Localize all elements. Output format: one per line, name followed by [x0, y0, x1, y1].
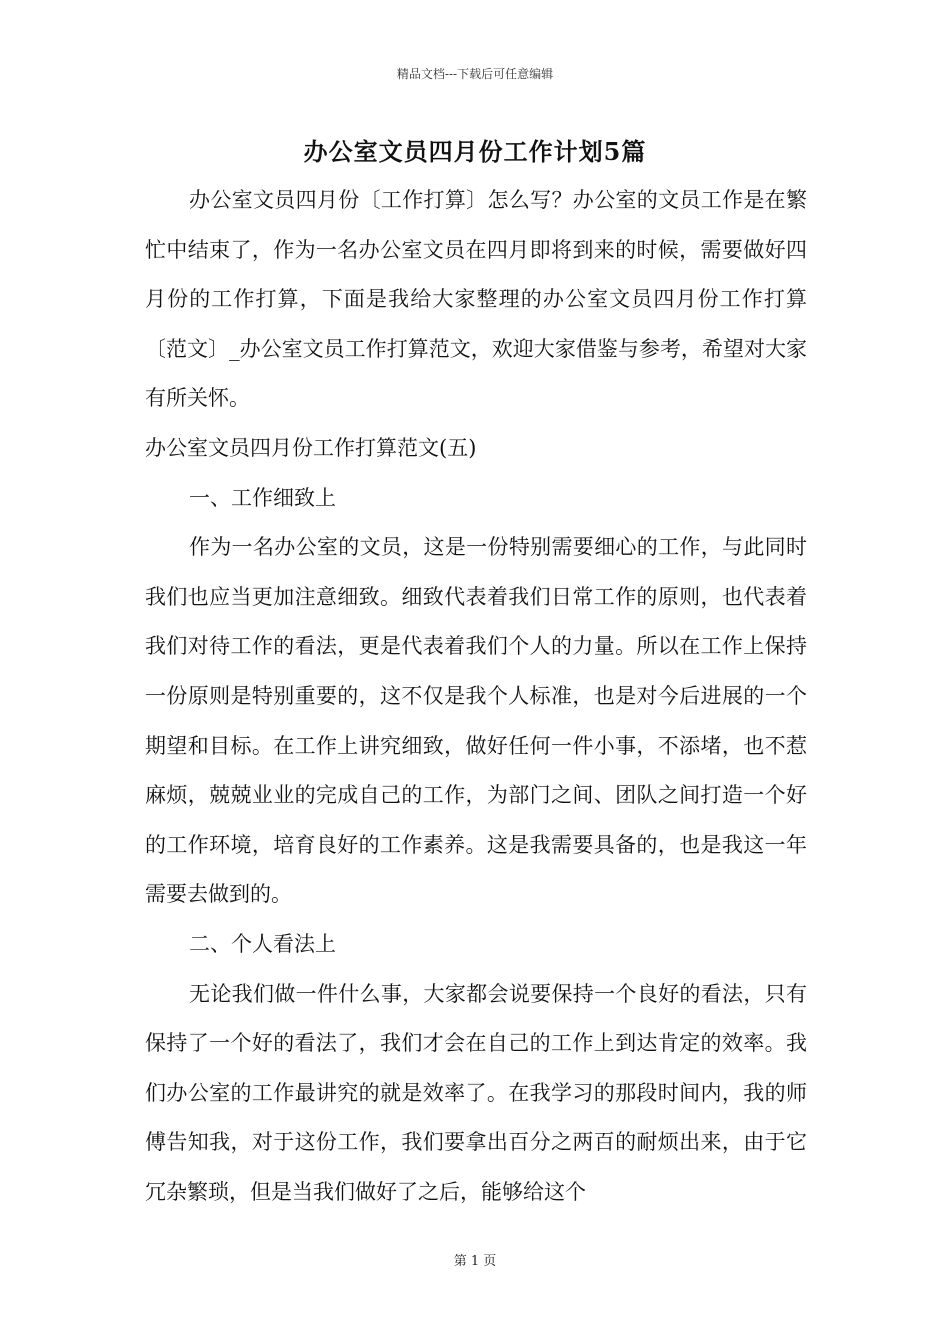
part1-paragraph: 作为一名办公室的文员，这是一份特别需要细心的工作，与此同时我们也应当更加注意细致。细致代表着我们日常工作的原则，也代表着我们对待工作的看法，更是代表着我们个人的力量。所以在工作上保持一份原则是特别重要的，这不仅是我个人标准，也是对今后进展的一个期望和目标。在工作上讲究细致，做好任何一件小事，不添堵，也不惹麻烦，兢兢业业的完成自己的工作，为部门之间、团队之间打造一个好的工作环境，培育良好的工作素养。这是我需要具备的，也是我这一年需要去做到的。 — [145, 535, 807, 907]
section-title: 办公室文员四月份工作打算范文(五) — [145, 435, 477, 460]
intro-paragraph: 办公室文员四月份〔工作打算〕怎么写？办公室的文员工作是在繁忙中结束了，作为一名办公室文员在四月即将到来的时候，需要做好四月份的工作打算，下面是我给大家整理的办公室文员四月份工作打算〔范文〕_办公室文员工作打算范文，欢迎大家借鉴与参考，希望对大家有所关怀。 — [145, 188, 807, 411]
document-body — [145, 176, 807, 1217]
part2-heading: 二、个人看法上 — [189, 931, 336, 956]
part1-heading: 一、工作细致上 — [189, 485, 336, 510]
page-number: 第 1 页 — [453, 1254, 497, 1269]
page-header: 精品文档---下载后可任意编辑 — [396, 67, 554, 81]
part2-paragraph: 无论我们做一件什么事，大家都会说要保持一个良好的看法，只有保持了一个好的看法了，我们才会在自己的工作上到达肯定的效率。我们办公室的工作最讲究的就是效率了。在我学习的那段时间内，我的师傅告知我，对于这份工作，我们要拿出百分之两百的耐烦出来，由于它冗杂繁琐，但是当我们做好了之后，能够给这个 — [145, 981, 807, 1204]
document-title: 办公室文员四月份工作计划5篇 — [303, 137, 647, 166]
